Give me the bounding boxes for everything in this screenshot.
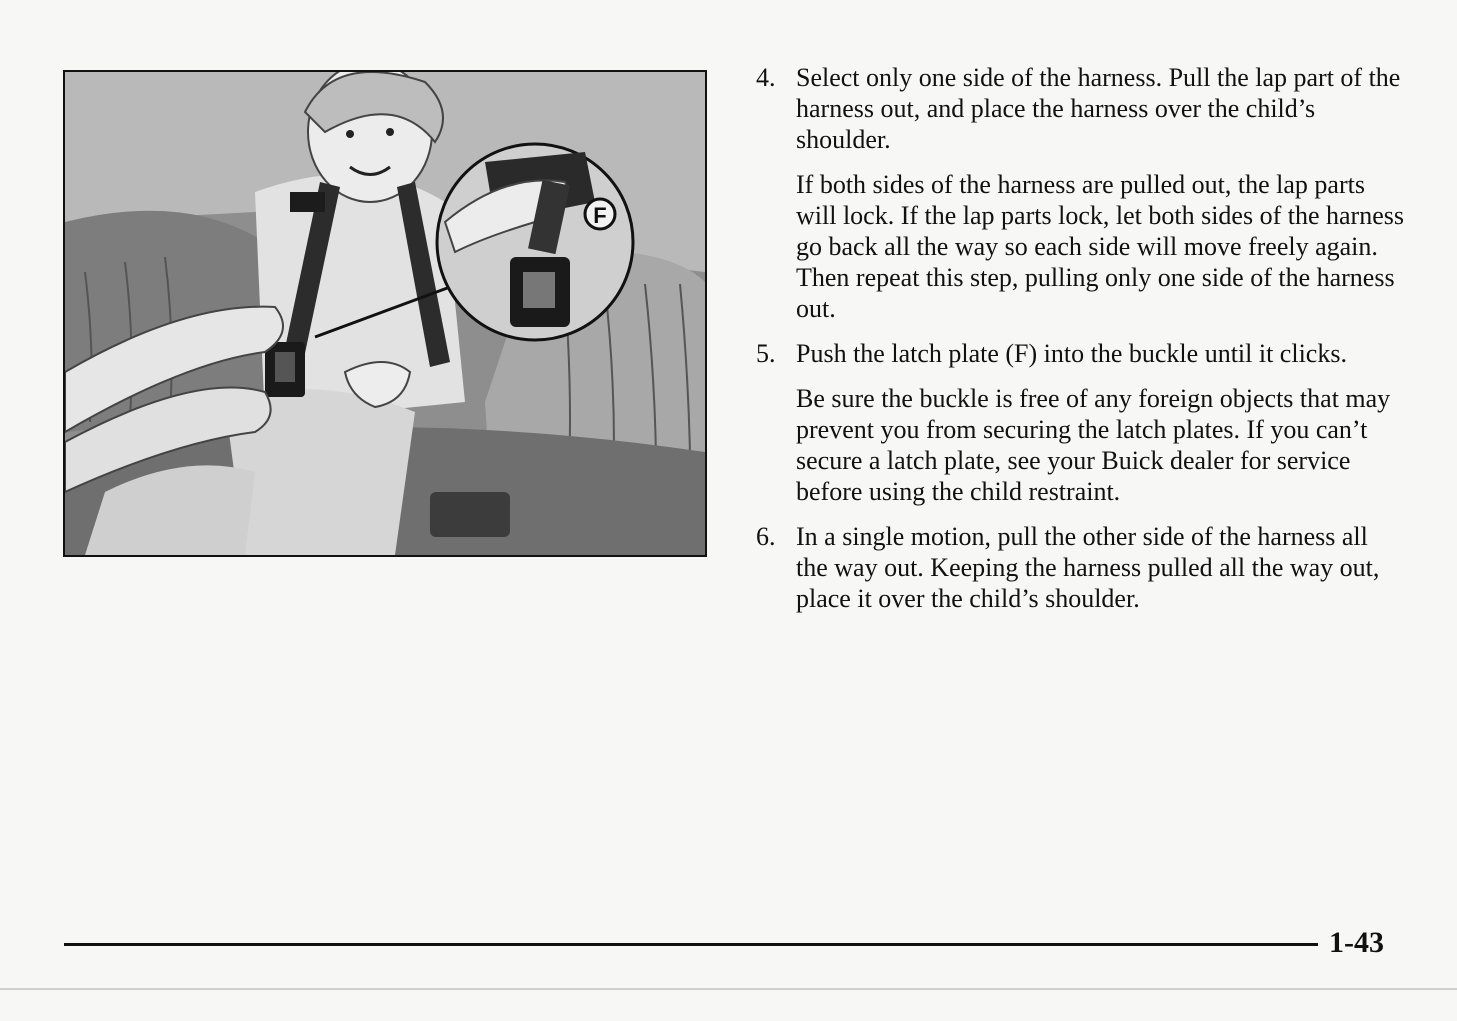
page-number: 1-43 [1329, 926, 1384, 959]
instruction-column [756, 62, 1406, 628]
callout-label-f: F [593, 203, 607, 228]
step-text: Push the latch plate (F) into the buckle until it clicks. [796, 339, 1347, 368]
step-4-main [756, 62, 1406, 155]
step-number: 4. [756, 63, 776, 92]
step-5-main [756, 338, 1406, 369]
step-text: Select only one side of the harness. Pull the lap part of the harness out, and place the harness over the child’s shoulder. [796, 63, 1401, 154]
step-5 [756, 338, 1406, 507]
step-6-main [756, 521, 1406, 614]
scan-edge-divider [0, 988, 1457, 990]
step-number: 6. [756, 522, 776, 551]
illustration-drawing [65, 72, 705, 555]
step-text: In a single motion, pull the other side of the harness all the way out. Keeping the harness pulled all the way out, place it over the child’s shoulder. [796, 522, 1380, 613]
step-note: If both sides of the harness are pulled out, the lap parts will lock. If the lap parts lock, let both sides of the harness go back all the way so each side will move freely again. Then repeat this step, pulling only one side of the harness out. [796, 170, 1404, 323]
step-6 [756, 521, 1406, 614]
child-restraint-illustration [63, 70, 707, 557]
step-number: 5. [756, 339, 776, 368]
step-4 [756, 62, 1406, 324]
footer-rule [64, 943, 1318, 946]
step-note: Be sure the buckle is free of any foreign objects that may prevent you from securing the latch plates. If you can’t secure a latch plate, see your Buick dealer for service before using the child restraint. [796, 384, 1391, 506]
